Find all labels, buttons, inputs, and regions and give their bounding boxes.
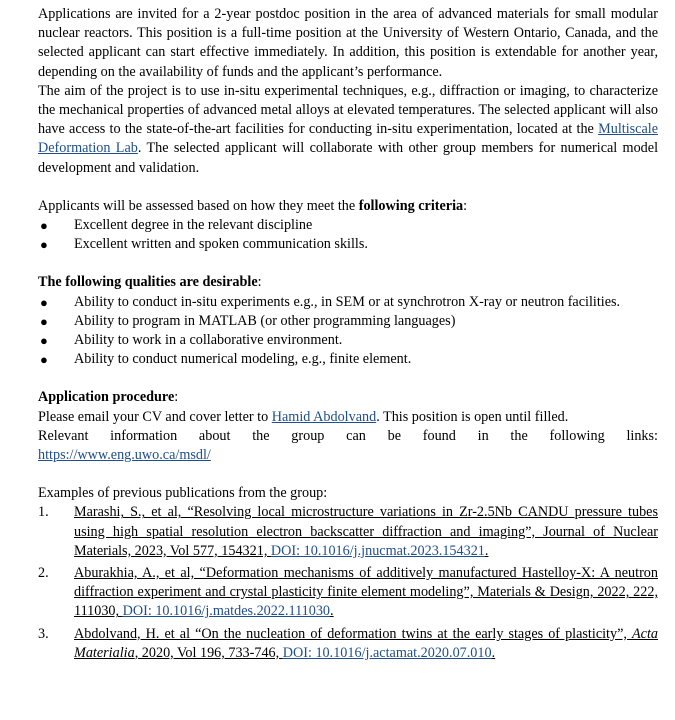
application-heading-end: :	[174, 389, 179, 406]
publication-number: 1.	[38, 504, 49, 521]
qualities-heading-text: The following qualities are desirable	[38, 274, 258, 291]
email-line-end: . This position is open until filled.	[376, 408, 569, 425]
criteria-item-text: Excellent degree in the relevant discipline	[74, 217, 313, 234]
publication-journal: Acta Materialia	[74, 625, 658, 661]
qualities-heading-end: :	[257, 274, 262, 291]
application-url-line	[38, 446, 658, 465]
bullet-icon: ●	[40, 313, 48, 329]
lab-link[interactable]: Multiscale Deformation Lab	[38, 121, 658, 157]
aim-paragraph	[38, 82, 658, 178]
qualities-heading	[38, 273, 658, 292]
criteria-lead-end: :	[463, 197, 468, 214]
publication-end: .	[330, 603, 334, 620]
bullet-icon: ●	[40, 333, 48, 349]
quality-item-text: Ability to program in MATLAB (or other programming languages)	[74, 312, 456, 329]
bullet-icon: ●	[40, 294, 48, 310]
qualities-list	[38, 293, 658, 370]
criteria-item-text: Excellent written and spoken communication skills.	[74, 236, 368, 253]
list-item	[38, 503, 658, 561]
aim-text: The aim of the project is to use in-situ experimental techniques, e.g., diffraction or imaging, to characterize the mechanical properties of advanced metal alloys at elevated temperatures. The selected applicant will also have access to the state-of-the-art facilities for conducting in-situ experimentation, located at the	[38, 82, 658, 138]
aim-text-end: . The selected applicant will collaborate with other group members for numerical model development and validation.	[38, 140, 659, 176]
contact-link[interactable]: Hamid Abdolvand	[271, 408, 377, 425]
publication-text-2: , 2020, Vol 196, 733-746,	[134, 644, 283, 661]
job-posting-document	[38, 5, 658, 666]
quality-item-text: Ability to work in a collaborative environment.	[74, 332, 343, 349]
bullet-icon: ●	[40, 237, 48, 253]
list-item	[38, 331, 658, 350]
publication-number: 2.	[38, 565, 49, 582]
application-email-line	[38, 408, 658, 427]
group-url-link[interactable]: https://www.eng.uwo.ca/msdl/	[38, 447, 211, 464]
publication-text: Abdolvand, H. et al “On the nucleation of deformation twins at the early stages of plasticity”,	[74, 625, 632, 642]
publication-doi-link[interactable]: DOI: 10.1016/j.matdes.2022.111030	[122, 603, 331, 620]
publication-end: .	[491, 644, 496, 661]
list-item	[38, 564, 658, 622]
bullet-icon: ●	[40, 218, 48, 234]
publication-doi-link[interactable]: DOI: 10.1016/j.actamat.2020.07.010	[282, 644, 492, 661]
email-line-text: Please email your CV and cover letter to	[38, 408, 272, 425]
publication-text: Marashi, S., et al, “Resolving local microstructure variations in Zr-2.5Nb CANDU pressure tubes using high spatial resolution electron backscatter diffraction and imaging”, Journal of Nuclear Materials, 2023, Vol 577, 154321,	[74, 504, 658, 559]
application-links-line: Relevant information about the group can be found in the following links:	[38, 427, 658, 444]
publication-end: .	[484, 542, 489, 559]
criteria-lead	[38, 197, 658, 216]
intro-paragraph: Applications are invited for a 2-year postdoc position in the area of advanced materials for small modular nuclear reactors. This position is a full-time position at the University of Western Ontario, Canada, and the selected applicant can start effective immediately. In addition, this position is extendable for another year, depending on the availability of funds and the applicant’s performance.	[38, 6, 658, 80]
list-item	[38, 235, 658, 254]
criteria-lead-bold: following criteria	[358, 197, 464, 214]
application-heading	[38, 388, 658, 407]
publication-text: Aburakhia, A., et al, “Deformation mechanisms of additively manufactured Hastelloy-X: A neutron diffraction experiment and crystal plasticity finite element modeling”, Materials & Design, 2022, 222, 111030,	[74, 565, 658, 620]
quality-item-text: Ability to conduct numerical modeling, e.g., finite element.	[74, 351, 412, 368]
list-item	[38, 625, 658, 663]
list-item	[38, 312, 658, 331]
bullet-icon: ●	[40, 352, 48, 368]
application-heading-text: Application procedure	[38, 389, 175, 406]
list-item	[38, 293, 658, 312]
list-item	[38, 350, 658, 369]
list-item	[38, 216, 658, 235]
criteria-list	[38, 216, 658, 254]
publication-doi-link[interactable]: DOI: 10.1016/j.jnucmat.2023.154321	[270, 542, 485, 559]
publications-lead: Examples of previous publications from the group:	[38, 485, 328, 502]
quality-item-text: Ability to conduct in-situ experiments e.g., in SEM or at synchrotron X-ray or neutron facilities.	[74, 293, 621, 310]
publications-list	[38, 503, 658, 663]
criteria-lead-text: Applicants will be assessed based on how they meet the	[38, 197, 359, 214]
publication-number: 3.	[38, 625, 49, 642]
